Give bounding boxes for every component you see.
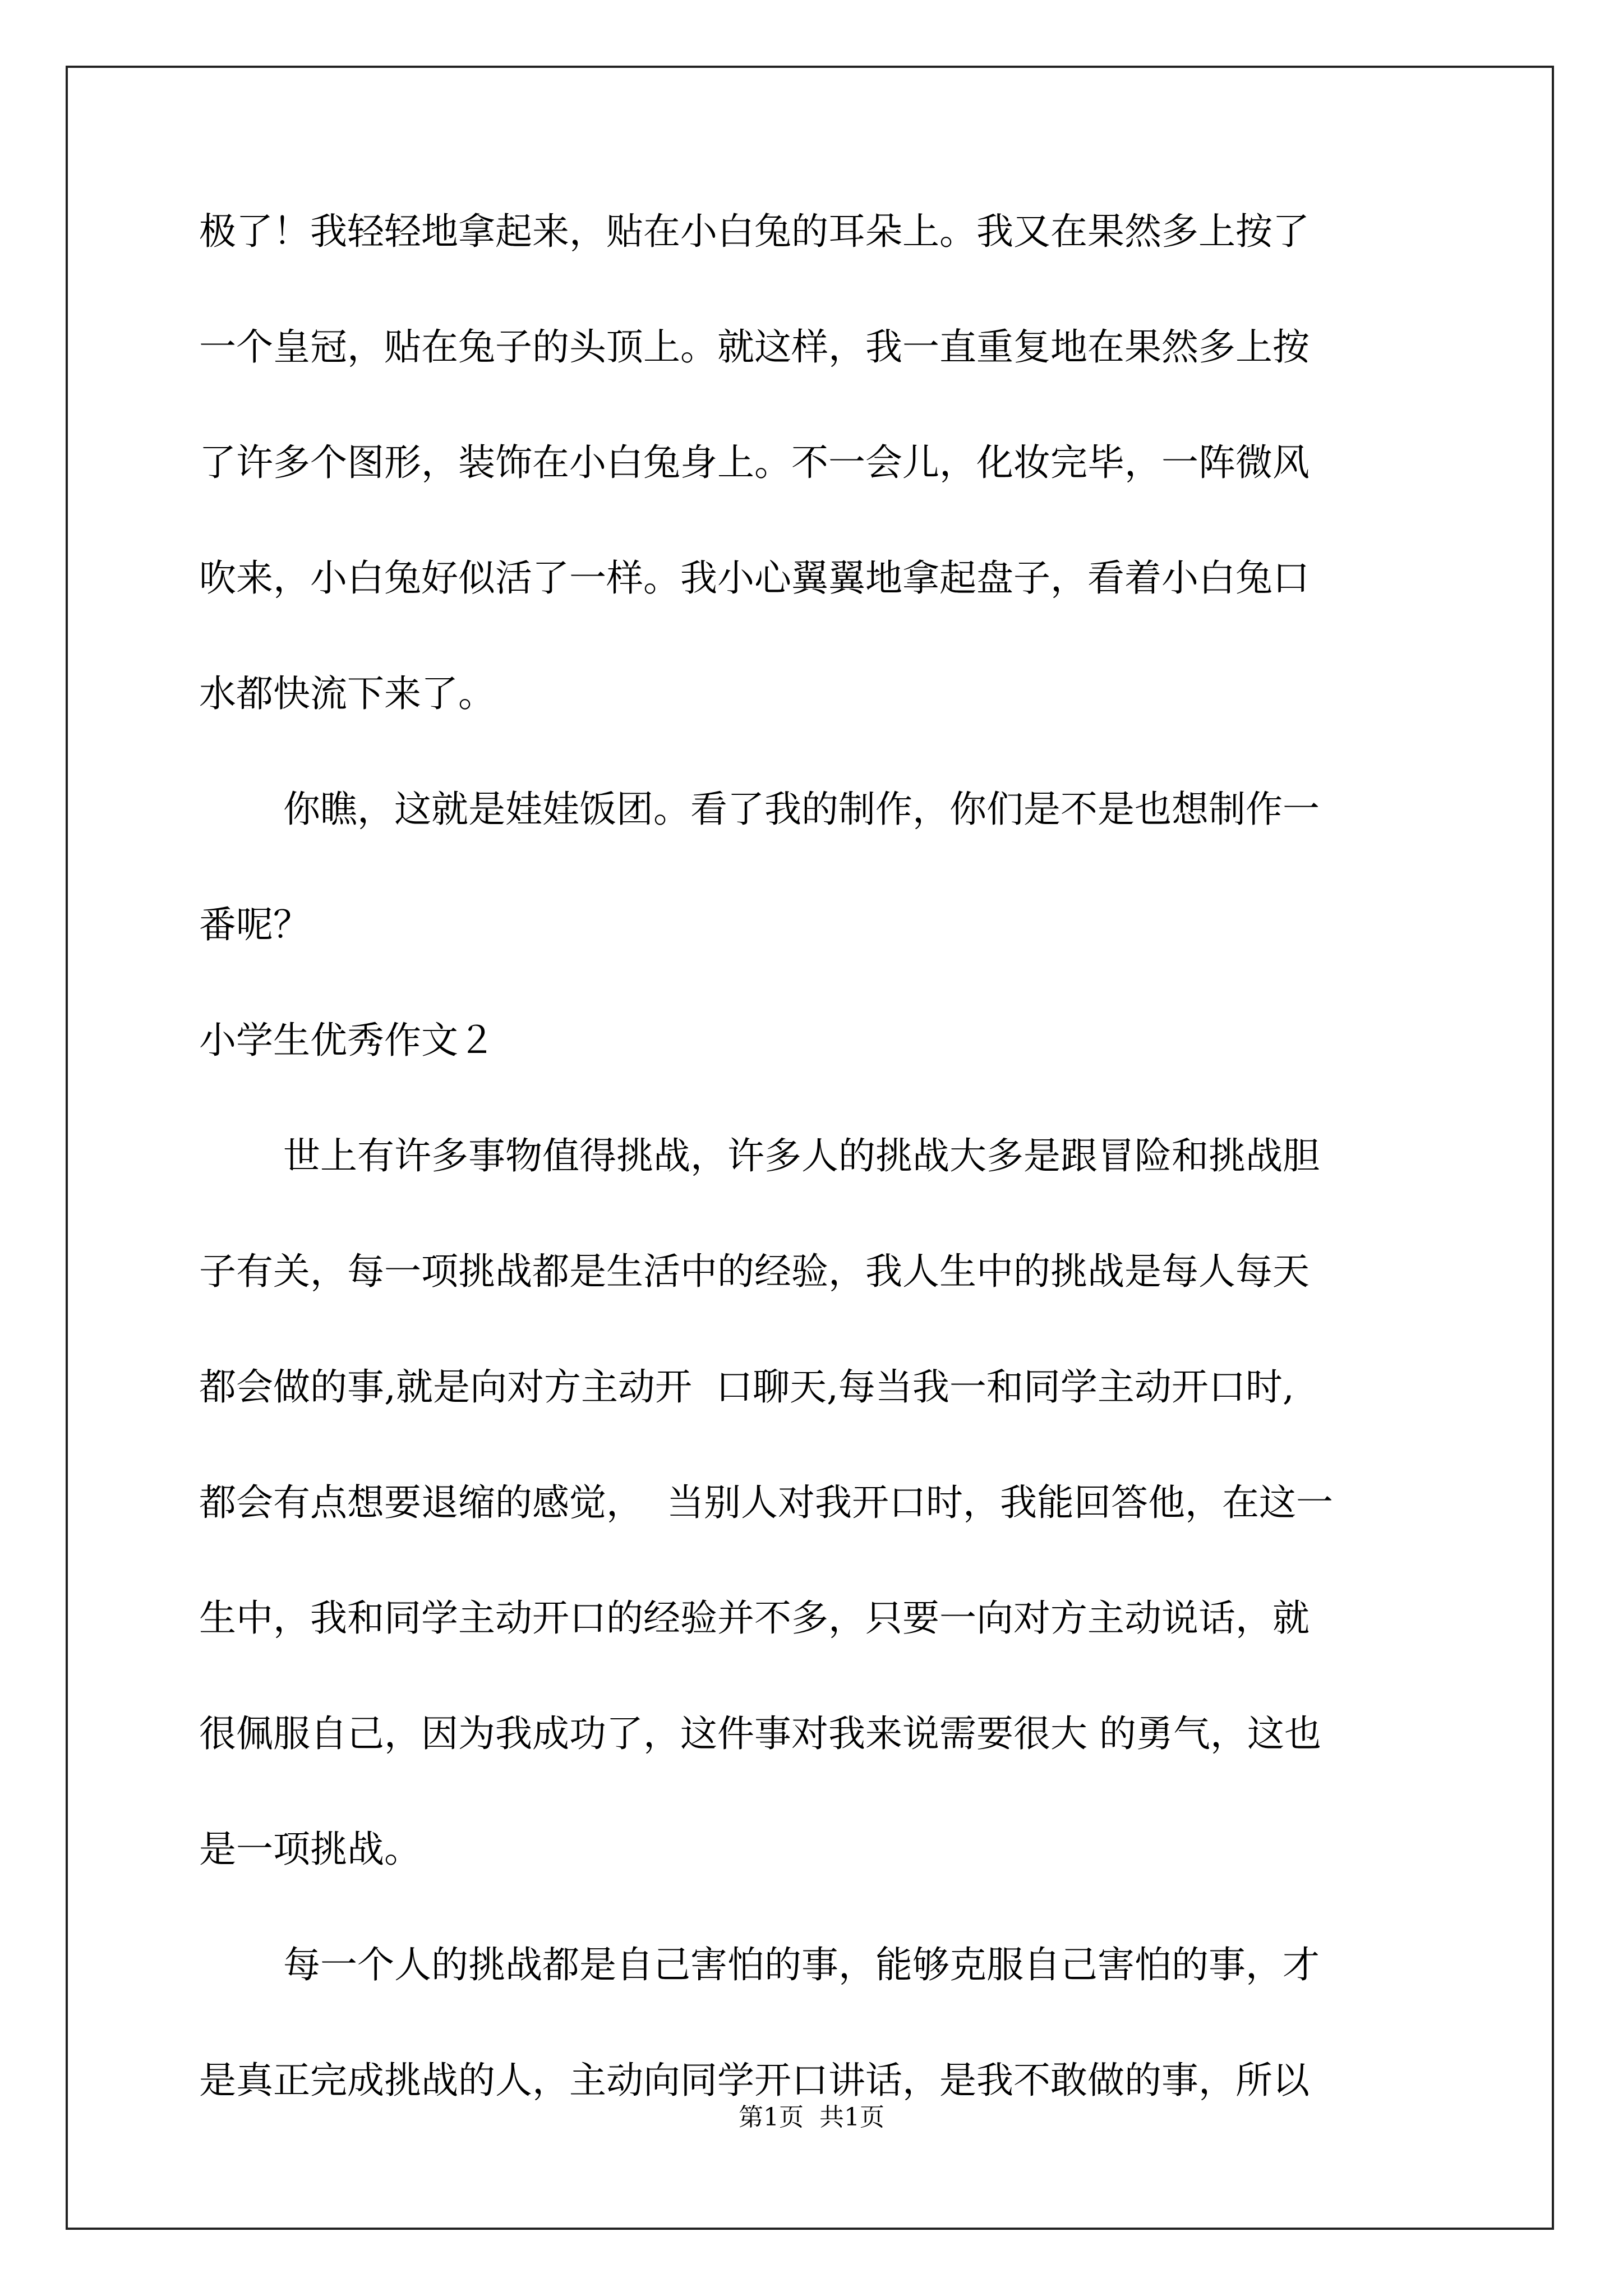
text-line: 吹来，小白兔好似活了一样。我小心翼翼地拿起盘子，看着小白兔口 xyxy=(199,556,1310,600)
text-line: 是一项挑战。 xyxy=(199,1828,421,1871)
page-number-footer: 第1页 共1页 xyxy=(739,2103,884,2132)
text-line: 每一个人的挑战都是自己害怕的事，能够克服自己害怕的事，才 xyxy=(283,1943,1320,1986)
text-line: 都会做的事,就是向对方主动开 口聊天,每当我一和同学主动开口时, xyxy=(199,1365,1294,1409)
text-line: 世上有许多事物值得挑战，许多人的挑战大多是跟冒险和挑战胆 xyxy=(283,1134,1320,1177)
text-line: 一个皇冠，贴在兔子的头顶上。就这样，我一直重复地在果然多上按 xyxy=(199,325,1310,369)
text-line: 了许多个图形，装饰在小白兔身上。不一会儿，化妆完毕，一阵微风 xyxy=(199,441,1310,484)
text-line: 你瞧，这就是娃娃饭团。看了我的制作，你们是不是也想制作一 xyxy=(283,788,1320,831)
text-line: 很佩服自己，因为我成功了，这件事对我来说需要很大 的勇气，这也 xyxy=(199,1712,1321,1755)
text-line: 生中，我和同学主动开口的经验并不多，只要一向对方主动说话，就 xyxy=(199,1596,1310,1640)
text-line: 水都快流下来了。 xyxy=(199,672,495,715)
essay-heading: 小学生优秀作文２ xyxy=(199,1019,495,1062)
text-line: 都会有点想要退缩的感觉， 当别人对我开口时，我能回答他，在这一 xyxy=(199,1481,1333,1524)
text-line: 番呢？ xyxy=(199,903,310,946)
text-line: 是真正完成挑战的人，主动向同学开口讲话，是我不敢做的事，所以 xyxy=(199,2059,1310,2102)
text-line: 子有关，每一项挑战都是生活中的经验，我人生中的挑战是每人每天 xyxy=(199,1250,1310,1293)
text-line: 极了！我轻轻地拿起来，贴在小白兔的耳朵上。我又在果然多上按了 xyxy=(199,210,1310,253)
